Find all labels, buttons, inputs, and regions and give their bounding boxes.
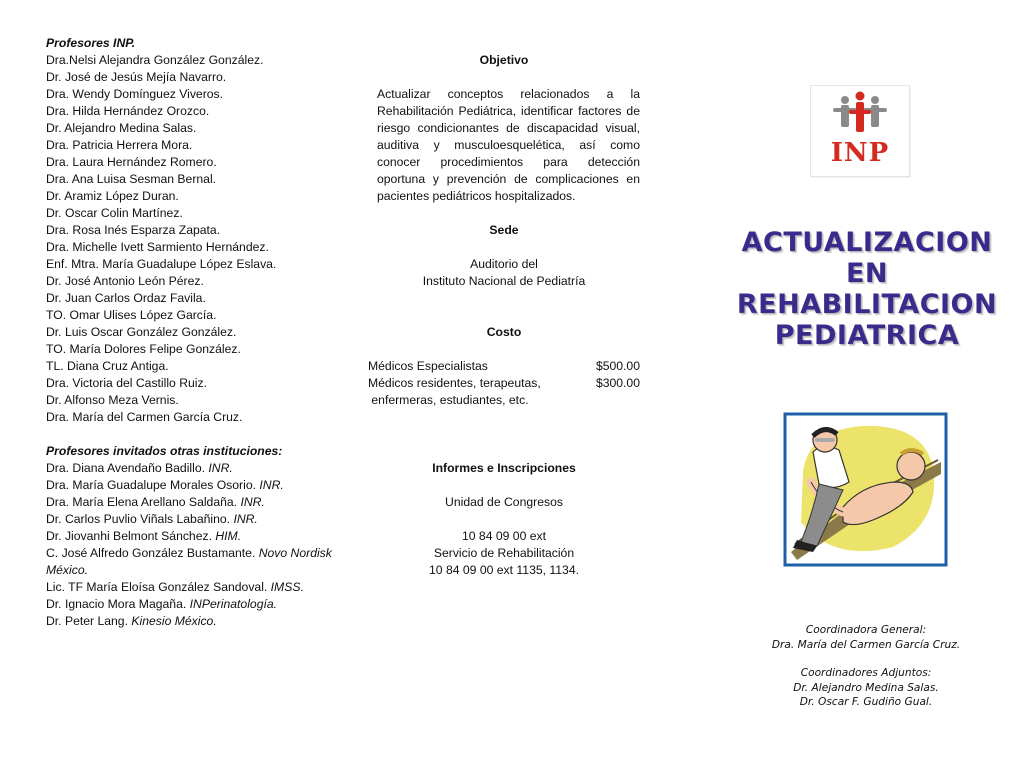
- guest-professor-name: Dra. Diana Avendaño Badillo.: [46, 461, 209, 475]
- inp-professors-header: Profesores INP.: [46, 36, 136, 50]
- inp-professors-list: [46, 52, 346, 426]
- professor-name: Dr. Oscar Colin Martínez.: [46, 206, 183, 220]
- guest-professor: [46, 460, 346, 477]
- guest-professor: [46, 596, 346, 613]
- guest-professor-institution: INPerinatología.: [189, 597, 278, 611]
- guest-professor-institution: HIM.: [215, 529, 242, 543]
- info-unit: Unidad de Congresos: [445, 495, 563, 509]
- adjunct-name: Dr. Oscar F. Gudiño Gual.: [799, 696, 933, 708]
- guest-professor: [46, 528, 346, 545]
- cost-note: enfermeras, estudiantes, etc.: [368, 393, 529, 407]
- professor-name: Dra. María del Carmen García Cruz.: [46, 410, 243, 424]
- professor-name: Enf. Mtra. María Guadalupe López Eslava.: [46, 257, 277, 271]
- guest-professor: [46, 477, 346, 494]
- guest-professor: [46, 613, 346, 630]
- title-line: REHABILITACION: [736, 289, 998, 320]
- cost-price: $300.00: [595, 376, 640, 390]
- coordinators-block: [740, 623, 992, 710]
- guest-professor-name: Dr. Peter Lang.: [46, 614, 132, 628]
- professor-name: Dr. Juan Carlos Ordaz Favila.: [46, 291, 206, 305]
- professor-name: Dr. José Antonio León Pérez.: [46, 274, 204, 288]
- guest-professor-institution: INR.: [259, 478, 284, 492]
- guest-professor-institution: Novo Nordisk México.: [46, 546, 332, 577]
- brochure-title: [722, 227, 1012, 351]
- coordinator-label: Coordinadora General:: [805, 624, 927, 636]
- family-figures-icon: [811, 90, 909, 140]
- venue-title: Sede: [489, 223, 519, 237]
- cost-row-specialists: [368, 358, 640, 375]
- coordinator-name: Dra. María del Carmen García Cruz.: [771, 638, 961, 651]
- professor-name: Dra. Victoria del Castillo Ruiz.: [46, 376, 207, 390]
- logo-text: INP: [830, 138, 890, 168]
- info-service: Servicio de Rehabilitación: [433, 546, 575, 560]
- guest-professor-name: Lic. TF María Eloísa González Sandoval.: [46, 580, 271, 594]
- professor-name: Dr. Alfonso Meza Vernis.: [46, 393, 179, 407]
- professor-name: Dra. Hilda Hernández Orozco.: [46, 104, 210, 118]
- adjunct-name: Dr. Alejandro Medina Salas.: [793, 681, 939, 694]
- title-line: ACTUALIZACION: [741, 227, 993, 258]
- professor-name: Dra. Rosa Inés Esparza Zapata.: [46, 223, 221, 237]
- cost-label: Médicos residentes, terapeutas,: [368, 376, 541, 390]
- guest-professor-institution: Kinesio México.: [131, 614, 217, 628]
- info-title: Informes e Inscripciones: [432, 461, 576, 475]
- professor-name: Dra. Ana Luisa Sesman Bernal.: [46, 172, 217, 186]
- professor-name: Dra. Michelle Ivett Sarmiento Hernández.: [46, 240, 269, 254]
- professor-name: Dra. Patricia Herrera Mora.: [46, 138, 193, 152]
- title-line: EN: [845, 258, 889, 289]
- guest-professor-name: Dra. María Guadalupe Morales Osorio.: [46, 478, 260, 492]
- professor-name: Dr. José de Jesús Mejía Navarro.: [46, 70, 227, 84]
- guest-professor-name: Dra. María Elena Arellano Saldaña.: [46, 495, 241, 509]
- cost-price: $500.00: [595, 359, 640, 373]
- guest-professors-header: Profesores invitados otras instituciones:: [46, 444, 283, 458]
- professors-column: [46, 35, 346, 630]
- venue-line-1: Auditorio del: [470, 257, 538, 271]
- professor-name: TO. María Dolores Felipe González.: [46, 342, 241, 356]
- guest-professor-institution: INR.: [208, 461, 233, 475]
- guest-professor: [46, 494, 346, 511]
- professor-name: TO. Omar Ulises López García.: [46, 308, 217, 322]
- guest-professor-institution: IMSS.: [270, 580, 304, 594]
- title-line: PEDIATRICA: [774, 320, 960, 351]
- info-phone-1: 10 84 09 00 ext: [461, 529, 547, 543]
- professor-name: Dra. Wendy Domínguez Viveros.: [46, 87, 224, 101]
- guest-professor-name: Dr. Carlos Puvlio Viñals Labañino.: [46, 512, 234, 526]
- doctor-treating-child-illustration: [783, 412, 948, 567]
- professor-name: Dr. Alejandro Medina Salas.: [46, 121, 197, 135]
- guest-professor-institution: INR.: [240, 495, 265, 509]
- professor-name: Dr. Aramiz López Duran.: [46, 189, 179, 203]
- cost-row-residents: [368, 375, 640, 392]
- professor-name: Dra. Laura Hernández Romero.: [46, 155, 217, 169]
- cost-title: Costo: [486, 325, 522, 339]
- professor-name: TL. Diana Cruz Antiga.: [46, 359, 169, 373]
- objective-text: Actualizar conceptos relacionados a la Rehabilitación Pediátrica, identificar factores de riesgo condicionantes de discapacidad visual, auditiva y musculoesquelética, así como conocer procedimientos para detección oportuna y prevención de complicaciones en pacientes pediátricos hospitalizados.: [377, 87, 640, 203]
- guest-professors-list: [46, 460, 346, 630]
- info-column: [368, 52, 640, 579]
- guest-professor: [46, 579, 346, 596]
- professor-name: Dr. Luis Oscar González González.: [46, 325, 237, 339]
- guest-professor-name: Dr. Ignacio Mora Magaña.: [46, 597, 190, 611]
- venue-line-2: Instituto Nacional de Pediatría: [422, 274, 586, 288]
- guest-professor: [46, 545, 346, 579]
- inp-logo: [810, 85, 910, 177]
- info-phone-2: 10 84 09 00 ext 1135, 1134.: [429, 563, 579, 577]
- guest-professor-institution: INR.: [233, 512, 258, 526]
- objective-title: Objetivo: [479, 53, 529, 67]
- guest-professor: [46, 511, 346, 528]
- adjuncts-label: Coordinadores Adjuntos:: [800, 667, 932, 679]
- guest-professor-name: C. José Alfredo González Bustamante.: [46, 546, 259, 560]
- professor-name: Dra.Nelsi Alejandra González González.: [46, 53, 264, 67]
- guest-professor-name: Dr. Jiovanhi Belmont Sánchez.: [46, 529, 216, 543]
- cost-label: Médicos Especialistas: [368, 359, 488, 373]
